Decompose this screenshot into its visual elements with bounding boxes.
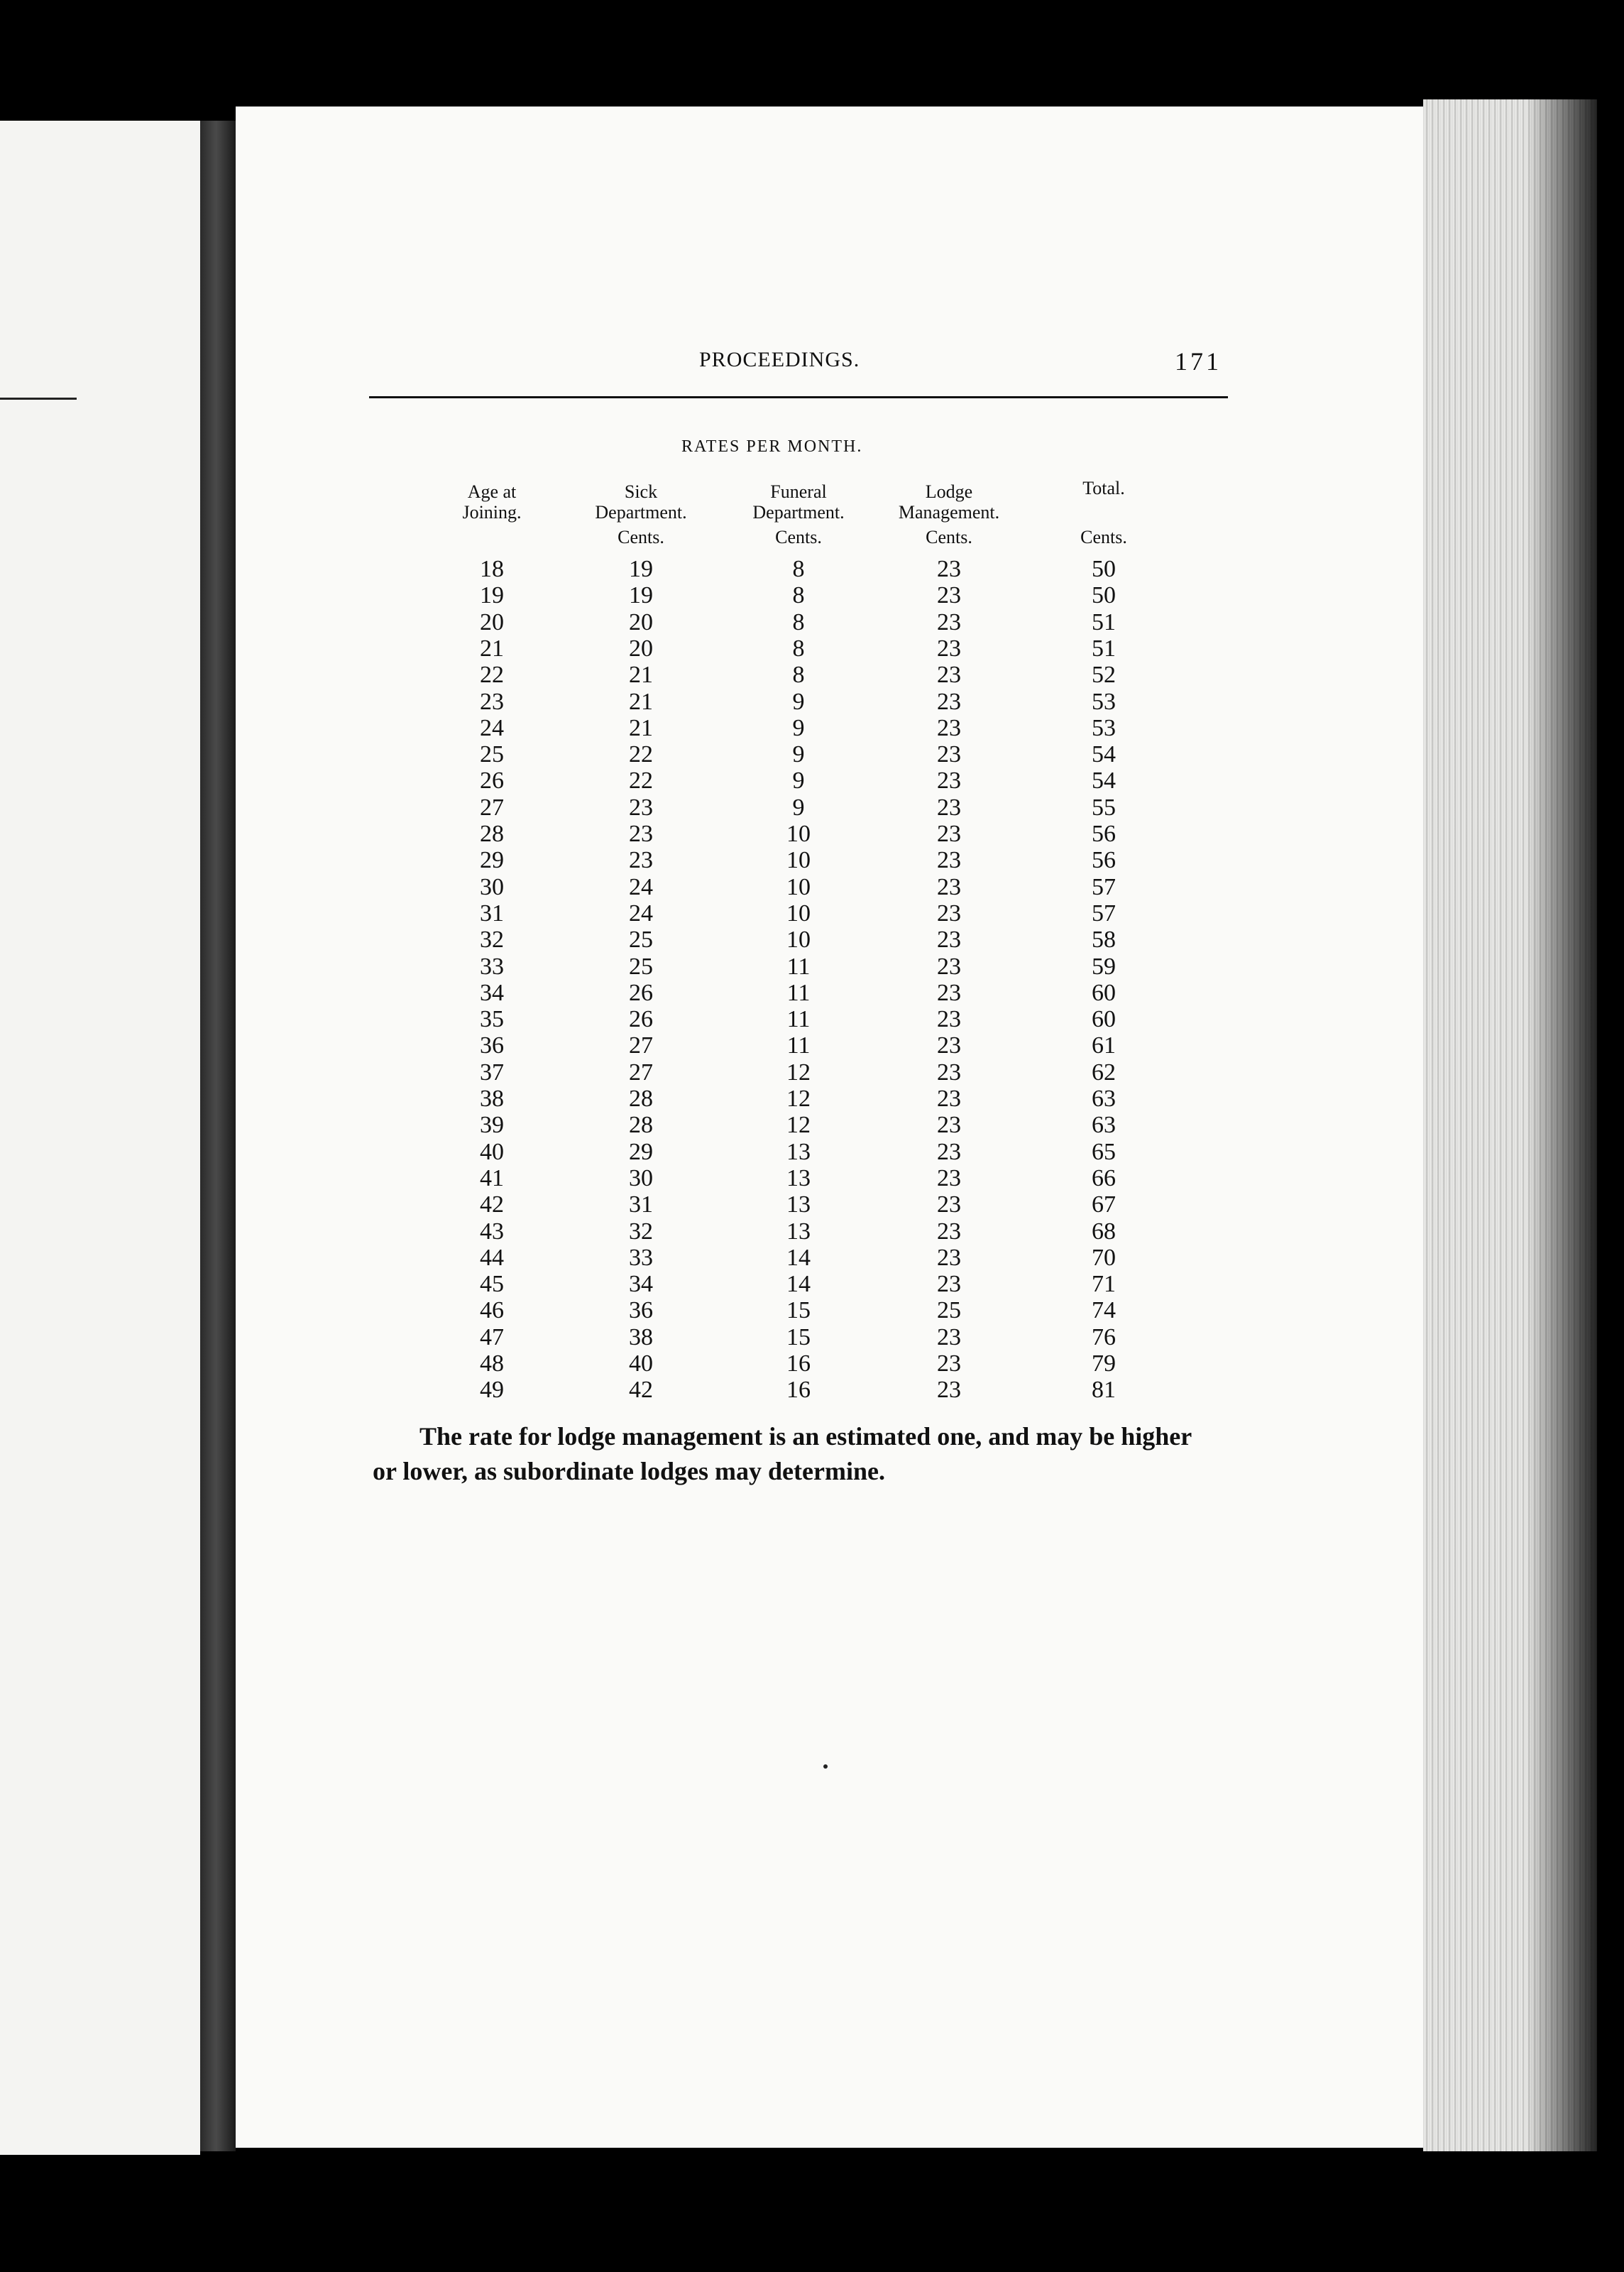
table-cell-funeral-department: 12: [786, 1112, 811, 1139]
table-cell-age-at-joining: 20: [480, 608, 504, 635]
table-cell-lodge-management: 23: [937, 1138, 961, 1165]
table-cell-lodge-management: 23: [937, 1350, 961, 1377]
table-cell-age-at-joining: 35: [480, 1006, 504, 1033]
table-cell-funeral-department: 9: [792, 714, 805, 741]
table-cell-age-at-joining: 21: [480, 635, 504, 662]
table-cell-lodge-management: 23: [937, 582, 961, 609]
table-cell-sick-department: 21: [629, 688, 653, 715]
table-cell-sick-department: 32: [629, 1218, 653, 1245]
table-cell-funeral-department: 13: [786, 1191, 811, 1218]
table-cell-funeral-department: 11: [786, 1006, 811, 1033]
table-cell-total: 79: [1092, 1350, 1116, 1377]
table-cell-age-at-joining: 42: [480, 1191, 504, 1218]
table-cell-funeral-department: 10: [786, 927, 811, 954]
table-cell-sick-department: 20: [629, 635, 653, 662]
table-cell-funeral-department: 8: [792, 556, 805, 582]
table-cell-sick-department: 21: [629, 714, 653, 741]
table-cell-funeral-department: 10: [786, 900, 811, 927]
table-cell-lodge-management: 23: [937, 1244, 961, 1271]
table-cell-total: 52: [1092, 662, 1116, 689]
table-cell-total: 56: [1092, 847, 1116, 874]
table-cell-total: 54: [1092, 741, 1116, 768]
table-cell-sick-department: 40: [629, 1350, 653, 1377]
table-cell-age-at-joining: 47: [480, 1323, 504, 1350]
table-cell-lodge-management: 23: [937, 821, 961, 847]
table-cell-sick-department: 24: [629, 873, 653, 900]
table-cell-age-at-joining: 37: [480, 1059, 504, 1086]
table-cell-total: 56: [1092, 821, 1116, 847]
table-cell-funeral-department: 15: [786, 1323, 811, 1350]
table-cell-age-at-joining: 48: [480, 1350, 504, 1377]
table-cell-funeral-department: 11: [786, 953, 811, 980]
table-cell-lodge-management: 23: [937, 608, 961, 635]
table-cell-lodge-management: 23: [937, 1032, 961, 1059]
table-cell-age-at-joining: 25: [480, 741, 504, 768]
table-cell-age-at-joining: 39: [480, 1112, 504, 1139]
table-cell-age-at-joining: 30: [480, 873, 504, 900]
table-cell-age-at-joining: 34: [480, 979, 504, 1006]
table-cell-age-at-joining: 27: [480, 794, 504, 821]
table-cell-total: 65: [1092, 1138, 1116, 1165]
table-cell-funeral-department: 8: [792, 582, 805, 609]
table-cell-age-at-joining: 22: [480, 662, 504, 689]
table-cell-total: 53: [1092, 714, 1116, 741]
table-cell-total: 50: [1092, 582, 1116, 609]
column-header-sick-department: Sick Department.: [595, 481, 687, 523]
table-cell-funeral-department: 12: [786, 1059, 811, 1086]
table-cell-sick-department: 38: [629, 1323, 653, 1350]
table-cell-sick-department: 27: [629, 1032, 653, 1059]
table-cell-funeral-department: 16: [786, 1350, 811, 1377]
table-cell-total: 61: [1092, 1032, 1116, 1059]
table-cell-funeral-department: 8: [792, 608, 805, 635]
table-cell-funeral-department: 9: [792, 688, 805, 715]
table-cell-funeral-department: 8: [792, 662, 805, 689]
table-cell-total: 68: [1092, 1218, 1116, 1245]
column-unit-funeral-department: Cents.: [775, 527, 822, 547]
table-cell-sick-department: 19: [629, 582, 653, 609]
table-cell-age-at-joining: 31: [480, 900, 504, 927]
table-cell-lodge-management: 23: [937, 768, 961, 794]
table-cell-age-at-joining: 32: [480, 927, 504, 954]
column-header-total: Total.: [1082, 478, 1125, 498]
table-cell-lodge-management: 23: [937, 688, 961, 715]
table-cell-funeral-department: 13: [786, 1164, 811, 1191]
table-cell-sick-department: 34: [629, 1271, 653, 1298]
table-cell-sick-department: 26: [629, 979, 653, 1006]
table-cell-lodge-management: 23: [937, 847, 961, 874]
column-unit-total: Cents.: [1080, 527, 1127, 547]
table-cell-total: 81: [1092, 1377, 1116, 1404]
speck: [823, 1764, 828, 1769]
note-line-1: The rate for lodge management is an estimated one, and may be higher: [419, 1422, 1192, 1451]
table-cell-funeral-department: 12: [786, 1086, 811, 1112]
table-cell-funeral-department: 9: [792, 768, 805, 794]
table-cell-lodge-management: 25: [937, 1297, 961, 1324]
table-cell-total: 59: [1092, 953, 1116, 980]
table-cell-sick-department: 30: [629, 1164, 653, 1191]
table-cell-sick-department: 28: [629, 1086, 653, 1112]
table-cell-funeral-department: 9: [792, 794, 805, 821]
table-cell-sick-department: 36: [629, 1297, 653, 1324]
table-cell-lodge-management: 23: [937, 953, 961, 980]
table-cell-lodge-management: 23: [937, 1059, 961, 1086]
table-cell-funeral-department: 11: [786, 1032, 811, 1059]
table-cell-total: 70: [1092, 1244, 1116, 1271]
table-cell-lodge-management: 23: [937, 1112, 961, 1139]
table-cell-lodge-management: 23: [937, 714, 961, 741]
column-header-age-at-joining: Age at Joining.: [462, 481, 522, 523]
table-cell-sick-department: 25: [629, 953, 653, 980]
table-cell-lodge-management: 23: [937, 1164, 961, 1191]
table-cell-total: 51: [1092, 608, 1116, 635]
table-cell-age-at-joining: 41: [480, 1164, 504, 1191]
table-cell-total: 53: [1092, 688, 1116, 715]
table-cell-lodge-management: 23: [937, 1271, 961, 1298]
table-cell-sick-department: 21: [629, 662, 653, 689]
table-cell-lodge-management: 23: [937, 556, 961, 582]
table-cell-total: 71: [1092, 1271, 1116, 1298]
table-cell-age-at-joining: 19: [480, 582, 504, 609]
table-cell-total: 67: [1092, 1191, 1116, 1218]
table-cell-age-at-joining: 28: [480, 821, 504, 847]
table-cell-funeral-department: 14: [786, 1271, 811, 1298]
column-unit-sick-department: Cents.: [618, 527, 664, 547]
table-cell-sick-department: 27: [629, 1059, 653, 1086]
table-cell-funeral-department: 10: [786, 847, 811, 874]
table-cell-sick-department: 22: [629, 741, 653, 768]
table-cell-lodge-management: 23: [937, 900, 961, 927]
column-unit-lodge-management: Cents.: [926, 527, 972, 547]
left-page-rule: [0, 398, 77, 400]
table-cell-total: 62: [1092, 1059, 1116, 1086]
table-cell-age-at-joining: 23: [480, 688, 504, 715]
table-title: RATES PER MONTH.: [681, 437, 863, 456]
table-cell-total: 55: [1092, 794, 1116, 821]
table-cell-age-at-joining: 38: [480, 1086, 504, 1112]
table-cell-age-at-joining: 33: [480, 953, 504, 980]
table-cell-sick-department: 29: [629, 1138, 653, 1165]
table-cell-funeral-department: 15: [786, 1297, 811, 1324]
table-cell-total: 54: [1092, 768, 1116, 794]
table-cell-total: 63: [1092, 1086, 1116, 1112]
table-cell-sick-department: 42: [629, 1377, 653, 1404]
table-cell-sick-department: 19: [629, 556, 653, 582]
table-cell-total: 58: [1092, 927, 1116, 954]
table-cell-age-at-joining: 18: [480, 556, 504, 582]
table-cell-total: 50: [1092, 556, 1116, 582]
table-cell-age-at-joining: 43: [480, 1218, 504, 1245]
table-cell-sick-department: 24: [629, 900, 653, 927]
table-cell-total: 57: [1092, 900, 1116, 927]
page-edges-shadow: [1526, 99, 1597, 2151]
column-header-lodge-management: Lodge Management.: [898, 481, 1000, 523]
table-cell-total: 60: [1092, 979, 1116, 1006]
table-cell-sick-department: 20: [629, 608, 653, 635]
table-cell-sick-department: 23: [629, 847, 653, 874]
table-cell-total: 63: [1092, 1112, 1116, 1139]
table-cell-total: 76: [1092, 1323, 1116, 1350]
table-cell-lodge-management: 23: [937, 1323, 961, 1350]
table-cell-funeral-department: 10: [786, 873, 811, 900]
table-cell-age-at-joining: 29: [480, 847, 504, 874]
table-cell-age-at-joining: 44: [480, 1244, 504, 1271]
header-rule: [369, 396, 1228, 398]
table-cell-lodge-management: 23: [937, 1191, 961, 1218]
table-cell-sick-department: 26: [629, 1006, 653, 1033]
table-cell-lodge-management: 23: [937, 873, 961, 900]
table-cell-age-at-joining: 49: [480, 1377, 504, 1404]
book-gutter: [200, 121, 236, 2151]
table-cell-age-at-joining: 36: [480, 1032, 504, 1059]
running-head: PROCEEDINGS.: [699, 348, 860, 371]
table-cell-sick-department: 25: [629, 927, 653, 954]
table-cell-total: 57: [1092, 873, 1116, 900]
table-cell-sick-department: 28: [629, 1112, 653, 1139]
table-cell-funeral-department: 9: [792, 741, 805, 768]
table-cell-lodge-management: 23: [937, 1086, 961, 1112]
table-cell-total: 60: [1092, 1006, 1116, 1033]
table-cell-total: 74: [1092, 1297, 1116, 1324]
table-cell-lodge-management: 23: [937, 1377, 961, 1404]
table-cell-age-at-joining: 24: [480, 714, 504, 741]
table-cell-lodge-management: 23: [937, 662, 961, 689]
table-cell-lodge-management: 23: [937, 1006, 961, 1033]
page-number: 171: [1175, 347, 1222, 376]
table-note-line-2: or lower, as subordinate lodges may determine.: [373, 1457, 885, 1485]
table-cell-funeral-department: 16: [786, 1377, 811, 1404]
table-cell-funeral-department: 13: [786, 1138, 811, 1165]
table-cell-lodge-management: 23: [937, 1218, 961, 1245]
table-cell-sick-department: 23: [629, 821, 653, 847]
left-page: [0, 121, 200, 2155]
table-cell-lodge-management: 23: [937, 927, 961, 954]
table-cell-lodge-management: 23: [937, 635, 961, 662]
table-note: [373, 1420, 1246, 1453]
table-cell-lodge-management: 23: [937, 979, 961, 1006]
table-cell-sick-department: 33: [629, 1244, 653, 1271]
table-cell-lodge-management: 23: [937, 741, 961, 768]
table-cell-age-at-joining: 40: [480, 1138, 504, 1165]
table-cell-lodge-management: 23: [937, 794, 961, 821]
table-cell-funeral-department: 14: [786, 1244, 811, 1271]
table-cell-sick-department: 23: [629, 794, 653, 821]
column-header-funeral-department: Funeral Department.: [752, 481, 845, 523]
table-cell-total: 51: [1092, 635, 1116, 662]
table-cell-age-at-joining: 46: [480, 1297, 504, 1324]
table-cell-sick-department: 22: [629, 768, 653, 794]
table-cell-age-at-joining: 26: [480, 768, 504, 794]
table-cell-funeral-department: 13: [786, 1218, 811, 1245]
table-cell-total: 66: [1092, 1164, 1116, 1191]
table-cell-sick-department: 31: [629, 1191, 653, 1218]
table-cell-funeral-department: 10: [786, 821, 811, 847]
table-cell-age-at-joining: 45: [480, 1271, 504, 1298]
table-cell-funeral-department: 11: [786, 979, 811, 1006]
table-cell-funeral-department: 8: [792, 635, 805, 662]
